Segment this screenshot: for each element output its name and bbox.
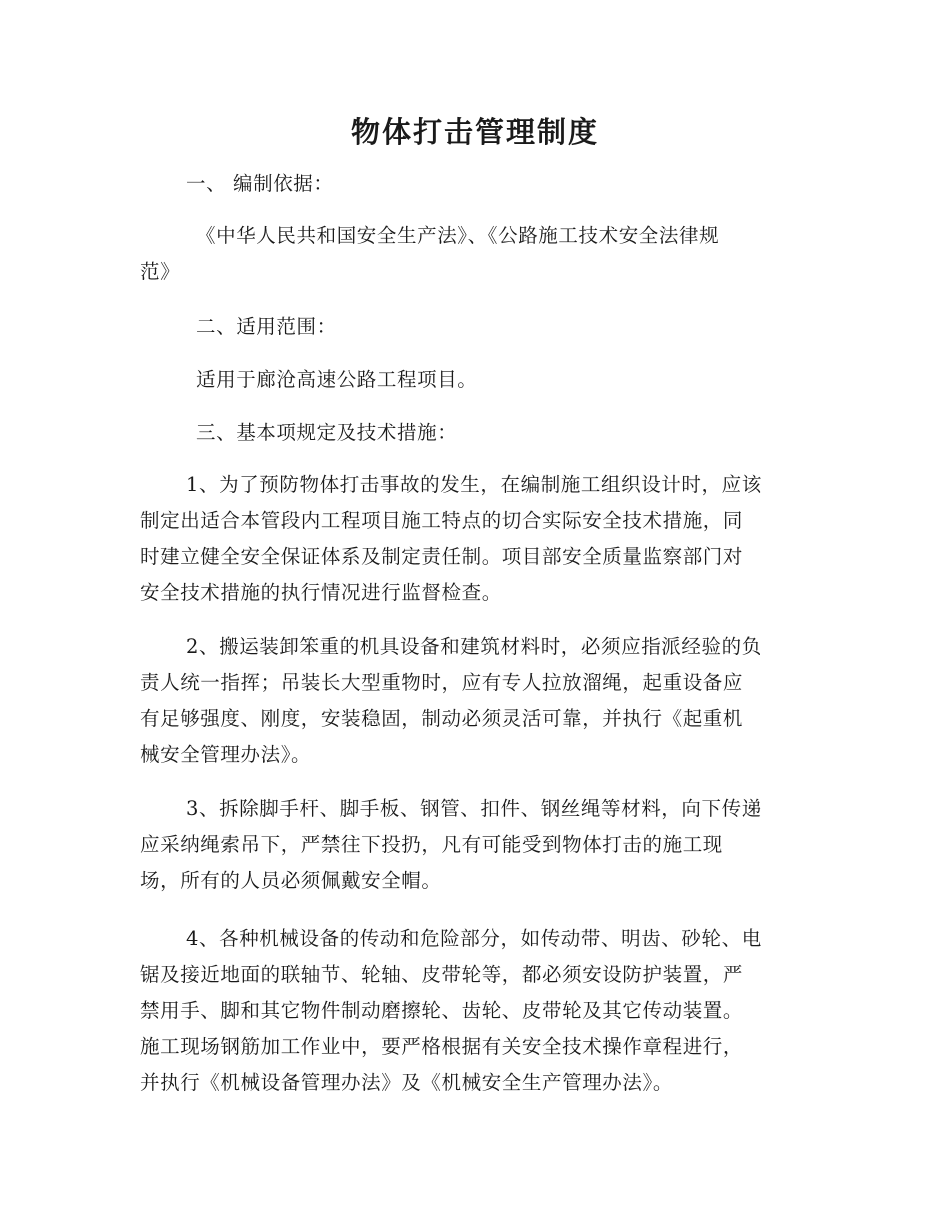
paragraph-line: 有足够强度、刚度，安装稳固，制动必须灵活可靠，并执行《起重机 — [140, 707, 744, 730]
paragraph-line: 3、拆除脚手杆、脚手板、钢管、扣件、钢丝绳等材料，向下传递 — [186, 797, 762, 820]
paragraph-line: 并执行《机械设备管理办法》及《机械安全生产管理办法》。 — [140, 1071, 673, 1094]
paragraph-line: 时建立健全安全保证体系及制定责任制。项目部安全质量监察部门对 — [140, 545, 744, 568]
paragraph-line: 4、各种机械设备的传动和危险部分，如传动带、明齿、砂轮、电 — [186, 927, 762, 950]
section-heading-basis: 一、 编制依据： — [186, 172, 334, 195]
paragraph-line: 场，所有的人员必须佩戴安全帽。 — [140, 869, 442, 892]
paragraph-line: 《中华人民共和国安全生产法》、《公路施工技术安全法律规 — [196, 224, 720, 247]
paragraph-line: 制定出适合本管段内工程项目施工特点的切合实际安全技术措施，同 — [140, 509, 744, 532]
paragraph-line: 责人统一指挥；吊装长大型重物时，应有专人拉放溜绳，起重设备应 — [140, 671, 744, 694]
section-heading-scope: 二、适用范围： — [196, 315, 337, 338]
paragraph-line: 安全技术措施的执行情况进行监督检查。 — [140, 581, 502, 604]
paragraph-line: 2、搬运装卸笨重的机具设备和建筑材料时，必须应指派经验的负 — [186, 635, 762, 658]
paragraph-line: 应采纳绳索吊下，严禁往下投扔，凡有可能受到物体打击的施工现 — [140, 833, 723, 856]
document-title: 物体打击管理制度 — [350, 115, 599, 149]
paragraph-line: 施工现场钢筋加工作业中，要严格根据有关安全技术操作章程进行， — [140, 1035, 744, 1058]
paragraph-line: 械安全管理办法》。 — [140, 743, 312, 766]
paragraph-line: 禁用手、脚和其它物件制动磨擦轮、齿轮、皮带轮及其它传动装置。 — [140, 999, 744, 1022]
paragraph-line: 锯及接近地面的联轴节、轮轴、皮带轮等，都必须安设防护装置，严 — [140, 963, 744, 986]
paragraph-line: 1、为了预防物体打击事故的发生，在编制施工组织设计时，应该 — [186, 473, 762, 496]
section-heading-measures: 三、基本项规定及技术措施： — [196, 421, 458, 444]
paragraph-line: 范》 — [140, 260, 181, 283]
paragraph-line: 适用于廊沧高速公路工程项目。 — [196, 368, 478, 391]
